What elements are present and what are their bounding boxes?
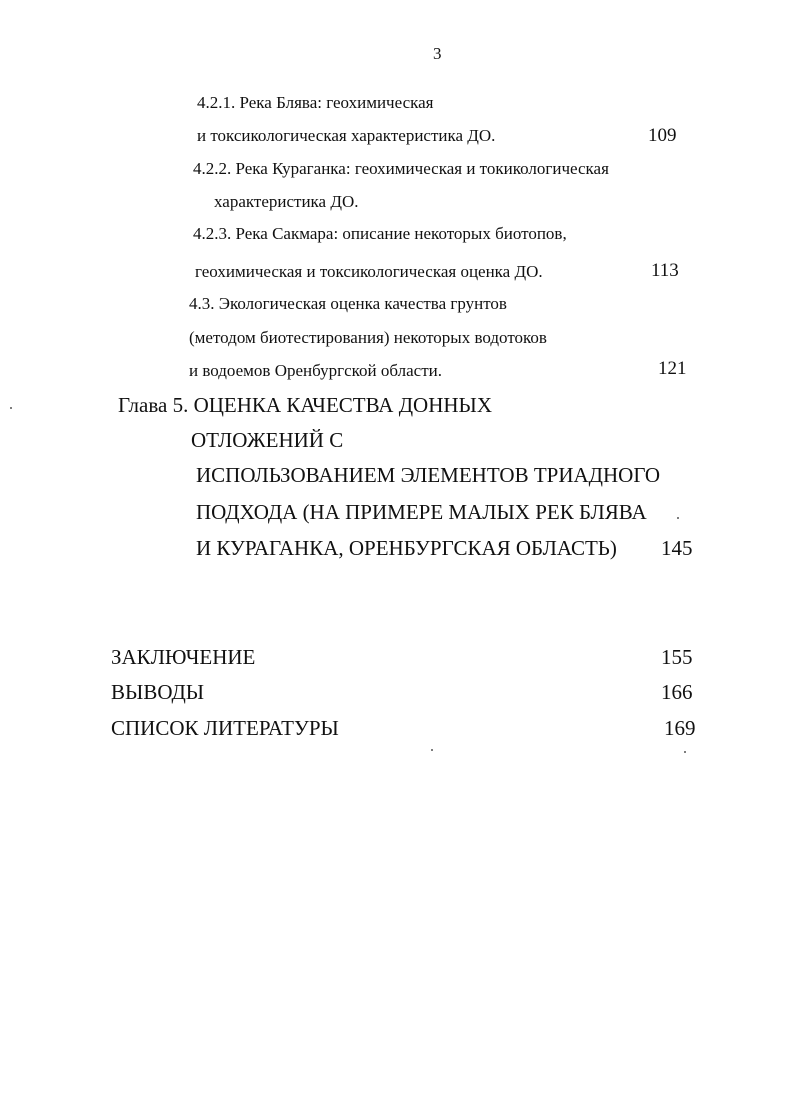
toc-entry-4-3-line-1: 4.3. Экологическая оценка качества грунтов xyxy=(189,294,507,313)
toc-entry-4-2-1-page: 109 xyxy=(648,125,677,146)
toc-references-label: СПИСОК ЛИТЕРАТУРЫ xyxy=(111,716,339,740)
toc-chapter-5-line-2: ОТЛОЖЕНИЙ С xyxy=(191,428,344,452)
toc-entry-4-2-1-line-2: и токсикологическая характеристика ДО. xyxy=(197,126,496,145)
toc-findings-label: ВЫВОДЫ xyxy=(111,680,205,704)
scan-speck xyxy=(677,517,679,519)
toc-chapter-5-line-4: ПОДХОДА (НА ПРИМЕРЕ МАЛЫХ РЕК БЛЯВА xyxy=(196,500,647,524)
toc-chapter-5-line-3: ИСПОЛЬЗОВАНИЕМ ЭЛЕМЕНТОВ ТРИАДНОГО xyxy=(196,463,661,487)
toc-entry-4-3-line-3: и водоемов Оренбургской области. xyxy=(189,361,442,380)
toc-chapter-5-line-1: Глава 5. ОЦЕНКА КАЧЕСТВА ДОННЫХ xyxy=(118,393,493,417)
scan-speck xyxy=(684,751,686,753)
toc-entry-4-2-1-line-1: 4.2.1. Река Блява: геохимическая xyxy=(197,93,434,112)
toc-entry-4-2-3-page: 113 xyxy=(651,260,679,281)
toc-entry-4-2-2-line-2: характеристика ДО. xyxy=(214,192,359,211)
toc-chapter-5-page: 145 xyxy=(661,536,693,560)
toc-references-page: 169 xyxy=(664,716,696,740)
toc-entry-4-3-line-2: (методом биотестирования) некоторых водотоков xyxy=(189,328,547,347)
toc-entry-4-3-page: 121 xyxy=(658,358,687,379)
page-number: 3 xyxy=(433,44,442,63)
toc-entry-4-2-3-line-2: геохимическая и токсикологическая оценка ДО. xyxy=(195,262,543,281)
scan-speck xyxy=(10,407,12,409)
toc-conclusion-label: ЗАКЛЮЧЕНИЕ xyxy=(111,645,256,669)
scan-speck xyxy=(431,749,433,751)
toc-findings-page: 166 xyxy=(661,680,693,704)
toc-entry-4-2-2-line-1: 4.2.2. Река Кураганка: геохимическая и токикологическая xyxy=(193,159,609,178)
toc-chapter-5-line-5: И КУРАГАНКА, ОРЕНБУРГСКАЯ ОБЛАСТЬ) xyxy=(196,536,617,560)
toc-conclusion-page: 155 xyxy=(661,645,693,669)
toc-entry-4-2-3-line-1: 4.2.3. Река Сакмара: описание некоторых биотопов, xyxy=(193,224,567,243)
